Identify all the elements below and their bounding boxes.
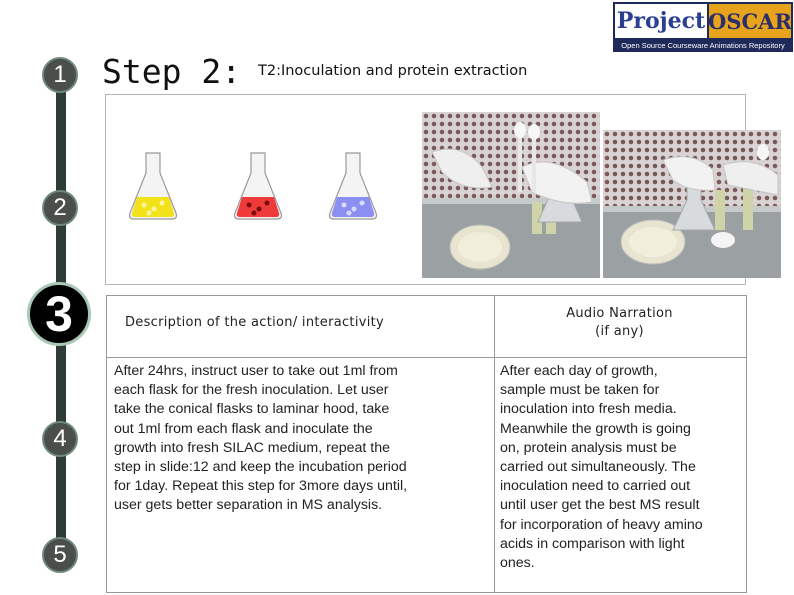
narration-line: on, protein analysis must be [500, 439, 677, 456]
description-line: growth into fresh SILAC medium, repeat the [114, 439, 391, 456]
yellow-flask [130, 153, 177, 219]
step-1-marker[interactable]: 1 [42, 57, 78, 93]
description-text [114, 362, 407, 516]
description-line: step in slide:12 and keep the incubation period [114, 459, 407, 476]
blue-flask [330, 153, 377, 219]
description-line: for 1day. Repeat this step for 3more days until, [114, 478, 408, 495]
task-title: T2:Inoculation and protein extraction [258, 63, 528, 79]
table-column-divider [494, 296, 495, 592]
description-table [106, 295, 747, 593]
narration-line: Meanwhile the growth is going [500, 420, 691, 437]
step-3-marker-active[interactable]: 3 [27, 282, 91, 346]
description-line: user gets better separation in MS analysis. [114, 497, 383, 514]
logo-project-text: Project [615, 4, 707, 38]
narration-line: After each day of growth, [500, 363, 658, 379]
description-line: take the conical flasks to laminar hood, take [114, 401, 390, 418]
project-oscar-logo [613, 2, 793, 52]
description-line: After 24hrs, instruct user to take out 1ml from [114, 363, 398, 379]
narration-line: inoculation need to carried out [500, 478, 691, 495]
description-header: Description of the action/ interactivity [125, 315, 385, 330]
logo-tagline: Open Source Courseware Animations Repository [621, 40, 785, 50]
audio-narration-header [507, 306, 732, 339]
flasks-illustration [116, 145, 426, 225]
step-title: Step 2: [102, 52, 242, 91]
step-4-marker[interactable]: 4 [42, 421, 78, 457]
laminar-hood-photo-1 [422, 112, 600, 278]
step-5-marker[interactable]: 5 [42, 537, 78, 573]
audio-narration-text [500, 362, 703, 573]
table-header-divider [107, 357, 746, 358]
step-2-marker[interactable]: 2 [42, 190, 78, 226]
narration-line: sample must be taken for [500, 382, 660, 399]
narration-line: carried out simultaneously. The [500, 459, 696, 476]
narration-line: for incorporation of heavy amino [500, 516, 703, 533]
description-line: out 1ml from each flask and inoculate the [114, 420, 373, 437]
audio-narration-header-line-2: (if any) [595, 324, 644, 339]
logo-oscar-text: OSCAR [709, 4, 791, 38]
narration-line: until user get the best MS result [500, 497, 700, 514]
red-flask [235, 153, 282, 219]
narration-line: acids in comparison with light [500, 535, 685, 552]
narration-line: ones. [500, 555, 535, 572]
laminar-hood-photo-2 [603, 130, 781, 278]
illustration-frame [105, 94, 746, 285]
audio-narration-header-line-1: Audio Narration [566, 306, 673, 321]
description-line: each flask for the fresh inoculation. Let user [114, 382, 389, 399]
narration-line: inoculation into fresh media. [500, 401, 677, 418]
